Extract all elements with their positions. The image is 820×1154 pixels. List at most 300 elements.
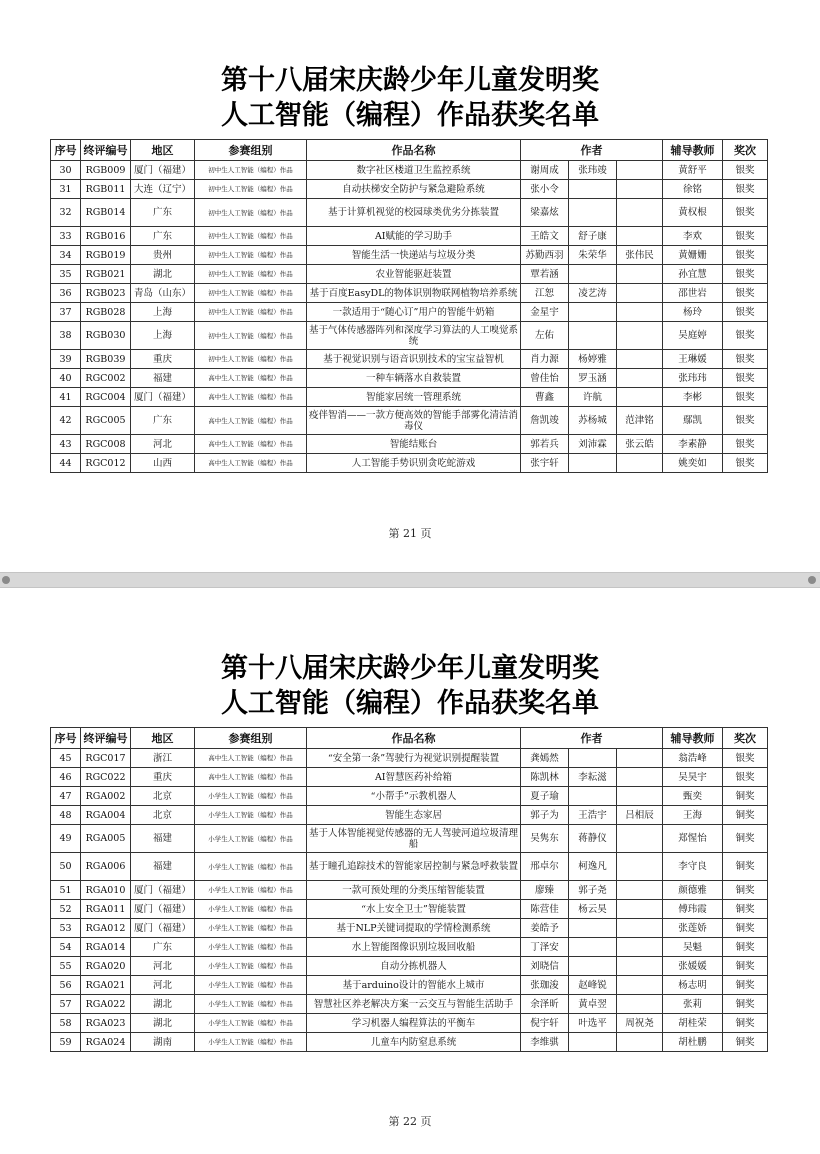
header-work: 作品名称 [307, 728, 521, 749]
cell-author-3 [617, 919, 663, 938]
cell-author-3 [617, 284, 663, 303]
table-row [51, 976, 768, 995]
cell-region: 广东 [131, 938, 195, 957]
cell-group: 初中生人工智能（编程）作品 [195, 265, 307, 284]
cell-work: 基于视觉识别与语音识别技术的宝宝益智机 [307, 350, 521, 369]
cell-teacher: 王琳媛 [663, 350, 723, 369]
header-award: 奖次 [723, 728, 768, 749]
cell-author-1: 郭子为 [521, 806, 569, 825]
cell-author-2 [569, 322, 617, 350]
table-row [51, 303, 768, 322]
cell-author-3 [617, 995, 663, 1014]
cell-teacher: 姚奕如 [663, 454, 723, 473]
cell-teacher: 翁浩峰 [663, 749, 723, 768]
cell-award: 银奖 [723, 768, 768, 787]
cell-award: 铜奖 [723, 881, 768, 900]
cell-award: 银奖 [723, 407, 768, 435]
table-row [51, 388, 768, 407]
cell-author-1: 刘晓信 [521, 957, 569, 976]
cell-code: RGA024 [81, 1033, 131, 1052]
cell-author-3 [617, 900, 663, 919]
cell-author-2 [569, 1033, 617, 1052]
cell-work: 基于NLP关键词提取的学情检测系统 [307, 919, 521, 938]
cell-no: 52 [51, 900, 81, 919]
cell-teacher: 颜德雅 [663, 881, 723, 900]
table-row [51, 787, 768, 806]
cell-work: 基于百度EasyDL的物体识别物联网植物培养系统 [307, 284, 521, 303]
cell-author-2: 许航 [569, 388, 617, 407]
cell-no: 35 [51, 265, 81, 284]
cell-code: RGC004 [81, 388, 131, 407]
cell-work: 智能家居统一管理系统 [307, 388, 521, 407]
cell-code: RGB009 [81, 161, 131, 180]
cell-code: RGA004 [81, 806, 131, 825]
cell-author-3 [617, 976, 663, 995]
cell-author-1: 苏勤西羽 [521, 246, 569, 265]
cell-no: 53 [51, 919, 81, 938]
cell-author-3 [617, 957, 663, 976]
cell-work: 一款可预处理的分类压缩智能装置 [307, 881, 521, 900]
cell-award: 铜奖 [723, 995, 768, 1014]
cell-work: 水上智能图像识别垃圾回收船 [307, 938, 521, 957]
table-row [51, 881, 768, 900]
cell-no: 31 [51, 180, 81, 199]
cell-award: 银奖 [723, 246, 768, 265]
cell-author-2 [569, 180, 617, 199]
cell-no: 56 [51, 976, 81, 995]
cell-author-1: 金星宇 [521, 303, 569, 322]
cell-author-1: 陈营佳 [521, 900, 569, 919]
cell-author-2 [569, 957, 617, 976]
cell-author-2: 刘沛霖 [569, 435, 617, 454]
cell-award: 铜奖 [723, 787, 768, 806]
cell-region: 上海 [131, 322, 195, 350]
cell-teacher: 鄢凯 [663, 407, 723, 435]
cell-award: 银奖 [723, 369, 768, 388]
cell-author-3 [617, 768, 663, 787]
cell-no: 48 [51, 806, 81, 825]
table-row [51, 350, 768, 369]
cell-author-2: 柯逸凡 [569, 853, 617, 881]
cell-no: 55 [51, 957, 81, 976]
cell-author-1: 江恕 [521, 284, 569, 303]
cell-teacher: 张媛媛 [663, 957, 723, 976]
table-row [51, 853, 768, 881]
cell-author-1: 张宇轩 [521, 454, 569, 473]
cell-author-3 [617, 303, 663, 322]
page-title-line2: 人工智能（编程）作品获奖名单 [221, 100, 599, 131]
header-no: 序号 [51, 728, 81, 749]
cell-teacher: 傅玮霞 [663, 900, 723, 919]
cell-work: 基于arduino设计的智能水上城市 [307, 976, 521, 995]
table-row [51, 768, 768, 787]
cell-no: 39 [51, 350, 81, 369]
table-row [51, 919, 768, 938]
cell-work: 自动分拣机器人 [307, 957, 521, 976]
cell-group: 高中生人工智能（编程）作品 [195, 768, 307, 787]
scroll-indicator-left [2, 576, 10, 584]
cell-author-2: 王浩宇 [569, 806, 617, 825]
cell-work: 儿童车内防窒息系统 [307, 1033, 521, 1052]
cell-teacher: 邵世岩 [663, 284, 723, 303]
cell-author-1: 姜皓予 [521, 919, 569, 938]
cell-award: 铜奖 [723, 976, 768, 995]
cell-code: RGA014 [81, 938, 131, 957]
cell-award: 铜奖 [723, 853, 768, 881]
cell-code: RGA011 [81, 900, 131, 919]
cell-code: RGB021 [81, 265, 131, 284]
cell-no: 30 [51, 161, 81, 180]
cell-author-1: 詹凯竣 [521, 407, 569, 435]
cell-work: 一种车辆落水自救装置 [307, 369, 521, 388]
cell-no: 57 [51, 995, 81, 1014]
cell-no: 38 [51, 322, 81, 350]
cell-author-2: 郭子尧 [569, 881, 617, 900]
cell-code: RGA020 [81, 957, 131, 976]
cell-author-2: 张玮竣 [569, 161, 617, 180]
cell-award: 银奖 [723, 284, 768, 303]
cell-author-2 [569, 454, 617, 473]
cell-teacher: 胡桂荣 [663, 1014, 723, 1033]
cell-no: 59 [51, 1033, 81, 1052]
header-group: 参赛组别 [195, 728, 307, 749]
cell-award: 银奖 [723, 435, 768, 454]
cell-author-3: 张云皓 [617, 435, 663, 454]
table-row [51, 227, 768, 246]
cell-region: 湖北 [131, 995, 195, 1014]
cell-author-2: 黄卓翌 [569, 995, 617, 1014]
cell-code: RGB011 [81, 180, 131, 199]
table-row [51, 957, 768, 976]
cell-teacher: 徐铭 [663, 180, 723, 199]
cell-author-1: 倪宇轩 [521, 1014, 569, 1033]
header-work: 作品名称 [307, 140, 521, 161]
header-region: 地区 [131, 728, 195, 749]
cell-work: 农业智能驱赶装置 [307, 265, 521, 284]
table-row [51, 180, 768, 199]
cell-no: 40 [51, 369, 81, 388]
cell-code: RGB028 [81, 303, 131, 322]
cell-teacher: 杨玲 [663, 303, 723, 322]
cell-author-3 [617, 227, 663, 246]
cell-author-1: 丁泽安 [521, 938, 569, 957]
cell-no: 42 [51, 407, 81, 435]
cell-author-2 [569, 919, 617, 938]
page-title-line1: 第十八届宋庆龄少年儿童发明奖 [221, 653, 599, 684]
table-header-row [51, 140, 768, 161]
header-authors: 作者 [521, 728, 663, 749]
cell-code: RGC002 [81, 369, 131, 388]
cell-code: RGB014 [81, 199, 131, 227]
cell-author-1: 李维骐 [521, 1033, 569, 1052]
cell-author-1: 吴隽东 [521, 825, 569, 853]
table-row [51, 322, 768, 350]
cell-code: RGC022 [81, 768, 131, 787]
cell-author-1: 王皓文 [521, 227, 569, 246]
cell-group: 小学生人工智能（编程）作品 [195, 853, 307, 881]
cell-group: 高中生人工智能（编程）作品 [195, 454, 307, 473]
cell-author-2: 杨云昊 [569, 900, 617, 919]
cell-code: RGB039 [81, 350, 131, 369]
cell-code: RGA005 [81, 825, 131, 853]
cell-group: 初中生人工智能（编程）作品 [195, 227, 307, 246]
document-page-21 [0, 0, 820, 572]
cell-work: 智慧社区养老解决方案一云交互与智能生活助手 [307, 995, 521, 1014]
cell-teacher: 郑惺怡 [663, 825, 723, 853]
cell-award: 铜奖 [723, 1014, 768, 1033]
cell-group: 小学生人工智能（编程）作品 [195, 881, 307, 900]
cell-award: 银奖 [723, 454, 768, 473]
cell-region: 贵州 [131, 246, 195, 265]
cell-author-2: 苏杨城 [569, 407, 617, 435]
cell-no: 50 [51, 853, 81, 881]
header-group: 参赛组别 [195, 140, 307, 161]
cell-author-1: 郭若兵 [521, 435, 569, 454]
cell-teacher: 黄姗姗 [663, 246, 723, 265]
cell-author-3 [617, 749, 663, 768]
cell-award: 银奖 [723, 388, 768, 407]
cell-author-2 [569, 265, 617, 284]
table-row [51, 806, 768, 825]
table-row [51, 435, 768, 454]
scroll-indicator-right [808, 576, 816, 584]
cell-region: 湖北 [131, 265, 195, 284]
cell-region: 厦门（福建） [131, 900, 195, 919]
page-separator [0, 572, 820, 588]
cell-group: 初中生人工智能（编程）作品 [195, 246, 307, 265]
cell-author-3: 周祝尧 [617, 1014, 663, 1033]
cell-region: 厦门（福建） [131, 388, 195, 407]
cell-author-3 [617, 787, 663, 806]
cell-work: “小帮手”示教机器人 [307, 787, 521, 806]
cell-author-3 [617, 454, 663, 473]
cell-teacher: 吴昊宇 [663, 768, 723, 787]
cell-author-1: 覃若涵 [521, 265, 569, 284]
cell-award: 铜奖 [723, 957, 768, 976]
cell-region: 北京 [131, 806, 195, 825]
cell-author-3 [617, 350, 663, 369]
cell-award: 铜奖 [723, 825, 768, 853]
cell-teacher: 李欢 [663, 227, 723, 246]
cell-author-1: 夏子瑜 [521, 787, 569, 806]
cell-author-1: 肖力源 [521, 350, 569, 369]
cell-author-1: 左佑 [521, 322, 569, 350]
cell-no: 41 [51, 388, 81, 407]
cell-teacher: 张莉 [663, 995, 723, 1014]
cell-code: RGA021 [81, 976, 131, 995]
cell-region: 广东 [131, 199, 195, 227]
cell-region: 广东 [131, 407, 195, 435]
cell-work: 智能结账台 [307, 435, 521, 454]
cell-region: 北京 [131, 787, 195, 806]
header-teacher: 辅导教师 [663, 728, 723, 749]
cell-teacher: 李守良 [663, 853, 723, 881]
cell-group: 小学生人工智能（编程）作品 [195, 787, 307, 806]
cell-author-2: 舒子康 [569, 227, 617, 246]
header-authors: 作者 [521, 140, 663, 161]
cell-work: 学习机器人编程算法的平衡车 [307, 1014, 521, 1033]
cell-code: RGA023 [81, 1014, 131, 1033]
table-row [51, 1033, 768, 1052]
cell-region: 湖北 [131, 1014, 195, 1033]
cell-region: 重庆 [131, 768, 195, 787]
cell-teacher: 黄舒平 [663, 161, 723, 180]
cell-award: 银奖 [723, 350, 768, 369]
cell-author-1: 龚嫣然 [521, 749, 569, 768]
cell-region: 河北 [131, 976, 195, 995]
cell-award: 银奖 [723, 265, 768, 284]
cell-no: 45 [51, 749, 81, 768]
cell-teacher: 李彬 [663, 388, 723, 407]
cell-teacher: 杨志明 [663, 976, 723, 995]
cell-author-3 [617, 825, 663, 853]
cell-author-3 [617, 180, 663, 199]
cell-work: 基于计算机视觉的校园球类优劣分拣装置 [307, 199, 521, 227]
cell-region: 福建 [131, 825, 195, 853]
cell-author-2 [569, 303, 617, 322]
cell-author-2 [569, 749, 617, 768]
cell-no: 58 [51, 1014, 81, 1033]
cell-code: RGA010 [81, 881, 131, 900]
cell-group: 高中生人工智能（编程）作品 [195, 407, 307, 435]
cell-author-3 [617, 853, 663, 881]
cell-teacher: 李素静 [663, 435, 723, 454]
cell-author-2: 蒋静仪 [569, 825, 617, 853]
cell-no: 32 [51, 199, 81, 227]
cell-work: AI智慧医药补给箱 [307, 768, 521, 787]
cell-work: 人工智能手势识别贪吃蛇游戏 [307, 454, 521, 473]
cell-code: RGA022 [81, 995, 131, 1014]
cell-region: 上海 [131, 303, 195, 322]
cell-teacher: 甄奕 [663, 787, 723, 806]
cell-region: 厦门（福建） [131, 161, 195, 180]
cell-no: 43 [51, 435, 81, 454]
cell-award: 铜奖 [723, 919, 768, 938]
cell-work: “水上安全卫士”智能装置 [307, 900, 521, 919]
table-row [51, 900, 768, 919]
cell-region: 湖南 [131, 1033, 195, 1052]
cell-author-1: 曾佳怡 [521, 369, 569, 388]
table-row [51, 265, 768, 284]
header-code: 终评编号 [81, 728, 131, 749]
table-row [51, 369, 768, 388]
cell-code: RGC017 [81, 749, 131, 768]
cell-no: 34 [51, 246, 81, 265]
cell-author-3 [617, 1033, 663, 1052]
cell-group: 初中生人工智能（编程）作品 [195, 161, 307, 180]
cell-author-1: 张珈浚 [521, 976, 569, 995]
cell-award: 银奖 [723, 180, 768, 199]
cell-region: 福建 [131, 369, 195, 388]
cell-region: 厦门（福建） [131, 919, 195, 938]
cell-group: 小学生人工智能（编程）作品 [195, 976, 307, 995]
cell-code: RGB030 [81, 322, 131, 350]
cell-no: 36 [51, 284, 81, 303]
cell-teacher: 王海 [663, 806, 723, 825]
cell-group: 小学生人工智能（编程）作品 [195, 825, 307, 853]
cell-no: 51 [51, 881, 81, 900]
cell-author-2: 叶选平 [569, 1014, 617, 1033]
cell-author-3: 吕相辰 [617, 806, 663, 825]
cell-region: 青岛（山东） [131, 284, 195, 303]
table-row [51, 284, 768, 303]
cell-author-3 [617, 881, 663, 900]
cell-award: 铜奖 [723, 806, 768, 825]
cell-no: 37 [51, 303, 81, 322]
cell-author-2 [569, 199, 617, 227]
cell-author-3 [617, 369, 663, 388]
cell-group: 高中生人工智能（编程）作品 [195, 369, 307, 388]
cell-group: 小学生人工智能（编程）作品 [195, 995, 307, 1014]
document-page-22 [0, 588, 820, 1154]
awards-table [50, 139, 768, 473]
cell-author-3 [617, 322, 663, 350]
cell-group: 小学生人工智能（编程）作品 [195, 919, 307, 938]
cell-author-3: 范津铭 [617, 407, 663, 435]
cell-author-2 [569, 787, 617, 806]
cell-work: 一款适用于“随心订”用户的智能牛奶箱 [307, 303, 521, 322]
cell-author-1: 廖臻 [521, 881, 569, 900]
cell-code: RGA006 [81, 853, 131, 881]
cell-author-3 [617, 938, 663, 957]
cell-group: 初中生人工智能（编程）作品 [195, 303, 307, 322]
cell-region: 河北 [131, 957, 195, 976]
cell-teacher: 胡杜鹏 [663, 1033, 723, 1052]
header-no: 序号 [51, 140, 81, 161]
cell-region: 广东 [131, 227, 195, 246]
cell-author-1: 张小令 [521, 180, 569, 199]
page-number: 第 22 页 [388, 1115, 432, 1128]
cell-author-3 [617, 388, 663, 407]
cell-work: AI赋能的学习助手 [307, 227, 521, 246]
cell-region: 重庆 [131, 350, 195, 369]
cell-author-3 [617, 199, 663, 227]
cell-code: RGA002 [81, 787, 131, 806]
cell-region: 山西 [131, 454, 195, 473]
cell-region: 浙江 [131, 749, 195, 768]
cell-group: 小学生人工智能（编程）作品 [195, 806, 307, 825]
cell-group: 小学生人工智能（编程）作品 [195, 938, 307, 957]
cell-author-1: 曹鑫 [521, 388, 569, 407]
cell-group: 小学生人工智能（编程）作品 [195, 957, 307, 976]
table-row [51, 938, 768, 957]
cell-teacher: 吴魁 [663, 938, 723, 957]
cell-region: 河北 [131, 435, 195, 454]
table-row [51, 1014, 768, 1033]
cell-author-2: 凌艺涛 [569, 284, 617, 303]
cell-code: RGA012 [81, 919, 131, 938]
cell-work: 数字社区楼道卫生监控系统 [307, 161, 521, 180]
cell-group: 初中生人工智能（编程）作品 [195, 284, 307, 303]
table-row [51, 825, 768, 853]
cell-group: 高中生人工智能（编程）作品 [195, 388, 307, 407]
header-region: 地区 [131, 140, 195, 161]
cell-no: 47 [51, 787, 81, 806]
cell-award: 铜奖 [723, 938, 768, 957]
cell-award: 银奖 [723, 322, 768, 350]
cell-author-1: 梁嘉炫 [521, 199, 569, 227]
table-row [51, 749, 768, 768]
cell-author-1: 余泽昕 [521, 995, 569, 1014]
cell-author-3: 张伟民 [617, 246, 663, 265]
cell-group: 初中生人工智能（编程）作品 [195, 199, 307, 227]
cell-author-2: 李耘滋 [569, 768, 617, 787]
cell-group: 小学生人工智能（编程）作品 [195, 1014, 307, 1033]
cell-no: 33 [51, 227, 81, 246]
cell-teacher: 黄权根 [663, 199, 723, 227]
header-code: 终评编号 [81, 140, 131, 161]
cell-author-1: 谢周成 [521, 161, 569, 180]
